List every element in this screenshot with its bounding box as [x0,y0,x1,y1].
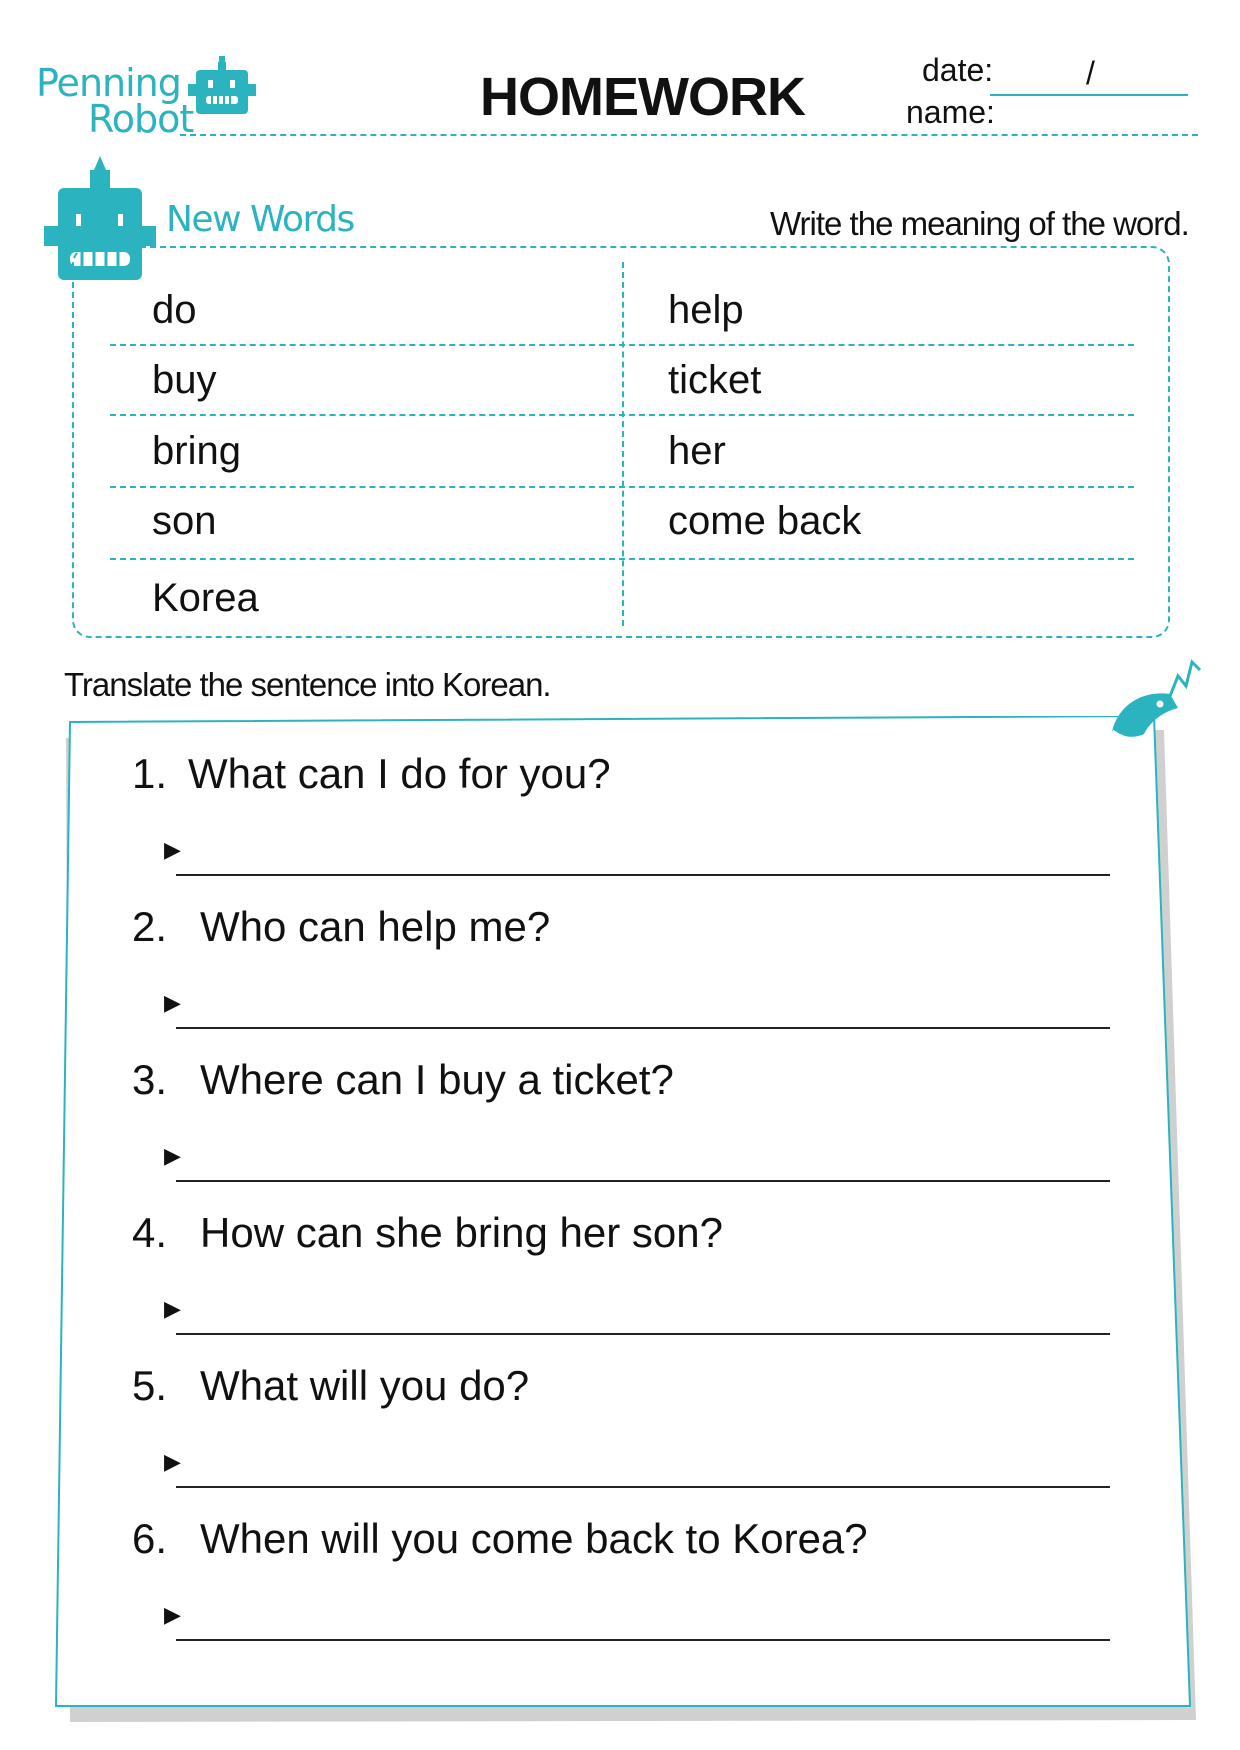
question-text: Where can I buy a ticket? [200,1056,674,1103]
word-item: buy [152,358,217,402]
word-item: Korea [152,576,259,620]
word-row-rule [110,558,1134,560]
answer-line[interactable] [176,874,1110,876]
word-item: son [152,499,217,543]
brand-logo [36,48,236,144]
answer-arrow-icon: ▶ [164,1296,181,1321]
bird-icon [1108,652,1204,758]
robot-logo-icon [184,56,264,126]
question-number: 6. [132,1515,168,1562]
name-label: name: [906,94,995,130]
new-words-title: New Words [166,199,354,240]
date-separator: / [1086,55,1095,91]
logo-text-line2: Robot [88,97,194,141]
answer-arrow-icon: ▶ [164,1602,181,1627]
question-number: 1. [132,750,168,797]
translate-instruction: Translate the sentence into Korean. [64,666,551,703]
word-item: bring [152,429,241,473]
question-number: 5. [132,1362,168,1409]
question-text: What will you do? [200,1362,530,1409]
word-row-rule [110,414,1134,416]
question-text: What can I do for you? [188,750,611,797]
answer-line[interactable] [176,1639,1110,1641]
answer-arrow-icon: ▶ [164,837,181,862]
word-column-divider [622,262,624,626]
question-text: Who can help me? [200,903,551,950]
question-number: 4. [132,1209,168,1256]
page-title: HOMEWORK [480,67,805,127]
question-number: 3. [132,1056,168,1103]
date-field[interactable] [990,94,1188,96]
question-text: How can she bring her son? [200,1209,723,1256]
answer-line[interactable] [176,1027,1110,1029]
answer-line[interactable] [176,1180,1110,1182]
logo-text-line1: Penning [36,61,181,105]
word-item: help [668,288,744,332]
word-item: come back [668,499,862,543]
header-divider [180,134,1198,136]
answer-arrow-icon: ▶ [164,990,181,1015]
answer-arrow-icon: ▶ [164,1449,181,1474]
answer-line[interactable] [176,1333,1110,1335]
date-label: date: [922,52,994,88]
word-item: ticket [668,358,762,402]
answer-arrow-icon: ▶ [164,1143,181,1168]
word-row-rule [110,344,1134,346]
answer-line[interactable] [176,1486,1110,1488]
new-words-instruction: Write the meaning of the word. [770,205,1189,242]
word-item: her [668,429,726,473]
word-item: do [152,288,197,332]
word-row-rule [110,486,1134,488]
question-text: When will you come back to Korea? [200,1515,868,1562]
question-number: 2. [132,903,168,950]
